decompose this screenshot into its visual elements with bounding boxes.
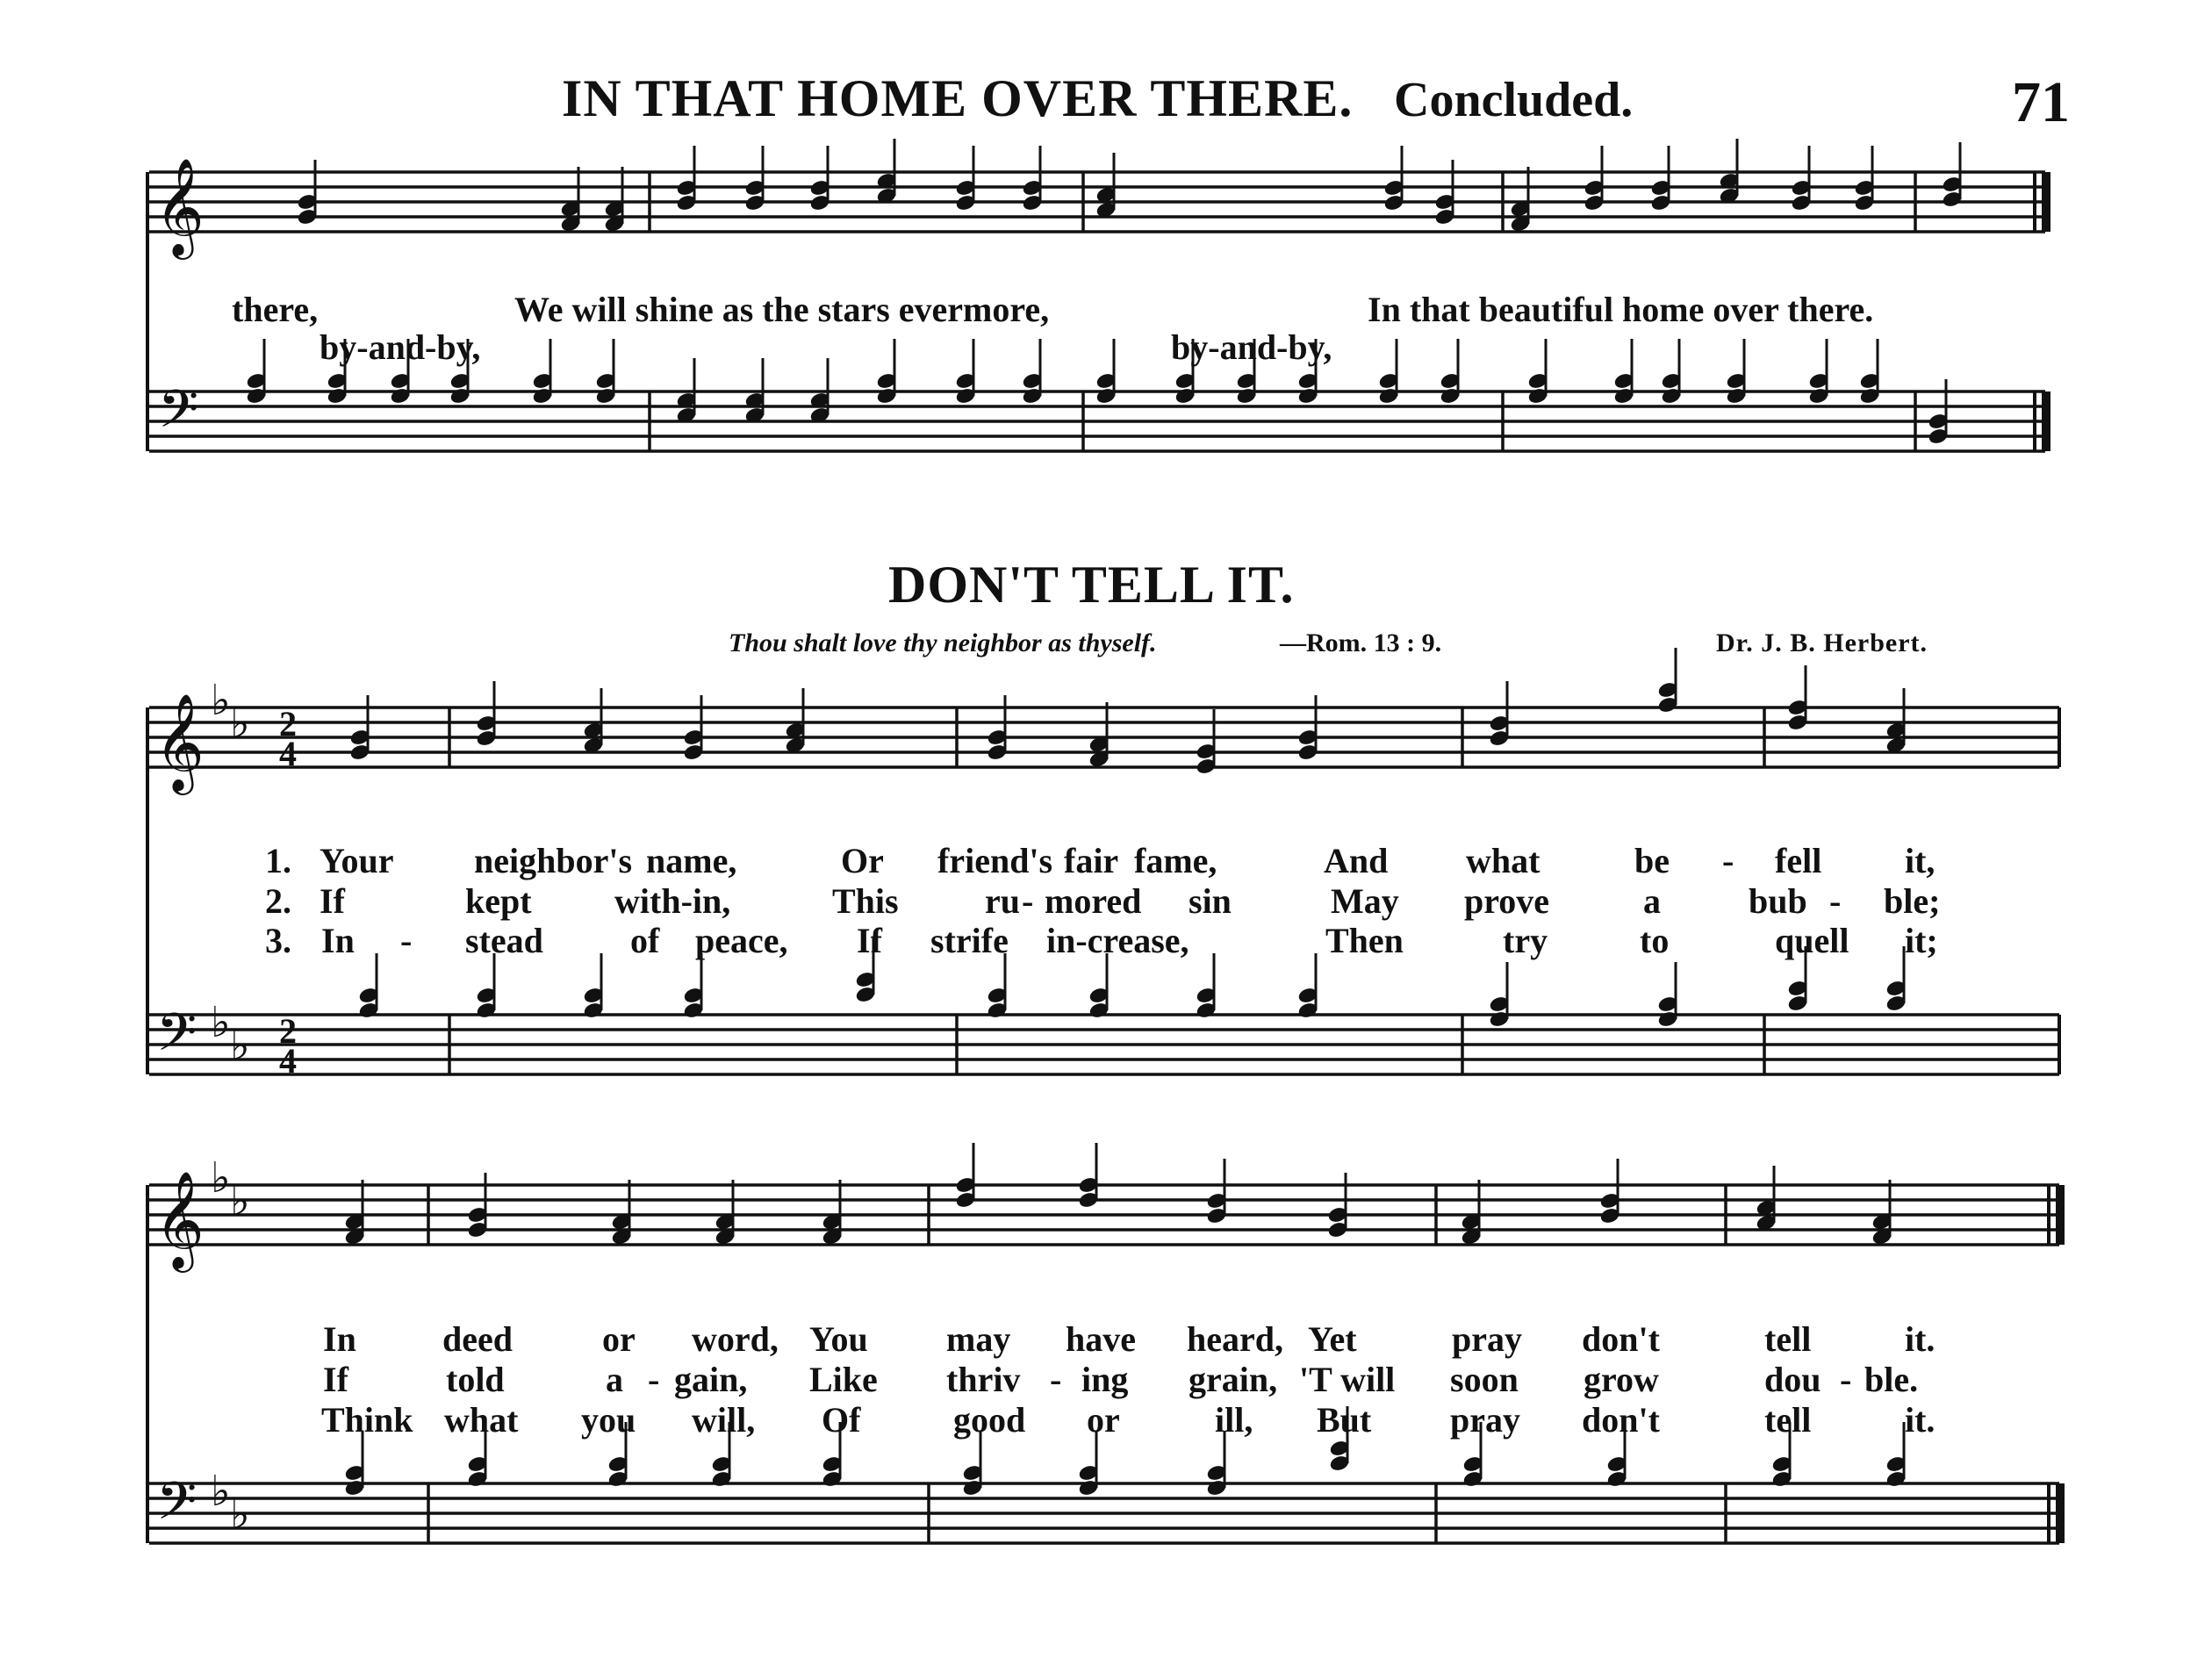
hymn1-lyric: We will shine as the stars evermore, xyxy=(514,290,1050,329)
final-barline xyxy=(2056,1185,2065,1245)
verse-2-word: dou xyxy=(1764,1360,1821,1399)
verse-1-word: name, xyxy=(646,841,737,880)
verse-1-word: it, xyxy=(1905,841,1936,880)
verse-3-word: pray xyxy=(1450,1400,1520,1440)
hymn1-lyric: there, xyxy=(232,290,319,329)
bass-staff xyxy=(149,1015,2059,1074)
verse-1-word: it. xyxy=(1905,1319,1936,1359)
verse-1-word: - xyxy=(1722,841,1734,880)
verse-2-word: ing xyxy=(1081,1360,1129,1399)
verse-3-word: you xyxy=(581,1400,636,1440)
verse-1-word: fell xyxy=(1775,841,1822,880)
flat-icon: ♭ xyxy=(211,998,231,1047)
verse-1-word: have xyxy=(1066,1319,1136,1359)
bass-staff xyxy=(149,1483,2059,1543)
hymn1-title: IN THAT HOME OVER THERE. xyxy=(562,69,1354,127)
verse-1-word: And xyxy=(1324,841,1389,880)
treble-staff xyxy=(149,172,2045,232)
verse-1-word: or xyxy=(602,1319,636,1359)
verse-3-word: tell xyxy=(1764,1400,1812,1440)
verse-2-word: - xyxy=(1022,881,1034,921)
verse-1-word: fame, xyxy=(1134,841,1217,880)
verse-3-word: of xyxy=(630,921,660,960)
verse-2-word: a xyxy=(1643,881,1661,921)
time-signature: 4 xyxy=(279,1041,297,1081)
verse-2-word: grain, xyxy=(1189,1360,1278,1399)
page-number: 71 xyxy=(2012,70,2070,134)
verse-2-word: - xyxy=(648,1360,660,1399)
verse-1-word: 1. xyxy=(265,841,291,880)
flat-icon: ♭ xyxy=(211,1467,231,1516)
hymn1-lyric: In that beautiful home over there. xyxy=(1368,290,1874,329)
time-signature: 2 xyxy=(279,704,297,743)
treble-clef-icon: 𝄞 xyxy=(154,693,205,791)
verse-3-word: stead xyxy=(465,921,543,960)
verse-1-word: You xyxy=(809,1319,868,1359)
flat-icon: ♭ xyxy=(230,1490,250,1539)
verse-2-word: thriv xyxy=(946,1360,1021,1399)
flat-icon: ♭ xyxy=(230,699,250,748)
verse-2-word: gain, xyxy=(674,1360,748,1399)
verse-3-word: don't xyxy=(1582,1400,1660,1440)
hymn2-composer: Dr. J. B. Herbert. xyxy=(1716,628,1928,657)
flat-icon: ♭ xyxy=(230,1176,250,1225)
verse-2-word: bub xyxy=(1749,881,1807,921)
verse-2-word: ru xyxy=(985,881,1020,921)
bass-clef-icon: 𝄢 xyxy=(158,378,199,452)
verse-3-word: what xyxy=(444,1400,519,1440)
verse-1-word: Your xyxy=(320,841,394,880)
flat-icon: ♭ xyxy=(211,1153,231,1203)
verse-3-word: In xyxy=(321,921,355,960)
verse-1-word: what xyxy=(1466,841,1540,880)
verse-1-word: may xyxy=(946,1319,1011,1359)
verse-2-word: ble. xyxy=(1864,1360,1919,1399)
verse-2-word: May xyxy=(1331,881,1399,921)
verse-2-word: soon xyxy=(1450,1360,1519,1399)
verse-2-word: 'T will xyxy=(1299,1360,1396,1399)
verse-2-word: - xyxy=(1050,1360,1062,1399)
verse-3-word: or xyxy=(1087,1400,1120,1440)
verse-1-word: pray xyxy=(1452,1319,1522,1359)
final-barline xyxy=(2042,172,2050,232)
verse-3-word: in-crease, xyxy=(1046,921,1189,960)
verse-2-word: 2. xyxy=(265,881,291,921)
verse-3-word: peace, xyxy=(695,921,788,960)
flat-icon: ♭ xyxy=(230,1021,250,1070)
verse-3-word: ill, xyxy=(1215,1400,1253,1440)
verse-2-word: told xyxy=(446,1360,505,1399)
bass-staff xyxy=(149,391,2045,451)
verse-2-word: If xyxy=(323,1360,348,1399)
verse-3-word: it. xyxy=(1905,1400,1936,1440)
time-signature: 4 xyxy=(279,734,297,773)
verse-1-word: don't xyxy=(1582,1319,1660,1359)
verse-2-word: mored xyxy=(1045,881,1142,921)
verse-2-word: - xyxy=(1840,1360,1852,1399)
verse-2-word: sin xyxy=(1189,881,1232,921)
verse-2-word: Like xyxy=(809,1360,878,1399)
notes xyxy=(246,139,1963,1497)
bass-clef-icon: 𝄢 xyxy=(156,1002,198,1075)
verse-3-word: Then xyxy=(1325,921,1404,960)
verse-3-word: Think xyxy=(321,1400,413,1440)
verse-3-word: strife xyxy=(930,921,1009,960)
verse-3-word: 3. xyxy=(265,921,291,960)
verse-3-word: will, xyxy=(692,1400,756,1440)
verse-3-word: But xyxy=(1317,1400,1372,1440)
verse-2-word: This xyxy=(832,881,899,921)
verse-3-word: try xyxy=(1503,921,1548,960)
flat-icon: ♭ xyxy=(211,676,231,725)
verse-3-word: quell xyxy=(1775,921,1849,960)
hymn2-epigraph: Thou shalt love thy neighbor as thyself. xyxy=(729,628,1157,657)
hymn2-title: DON'T TELL IT. xyxy=(888,556,1295,614)
hymn1-subtitle: Concluded. xyxy=(1394,73,1634,127)
verse-2-word: kept xyxy=(465,881,532,921)
verse-1-word: In xyxy=(323,1319,356,1359)
bass-clef-icon: 𝄢 xyxy=(156,1470,198,1544)
final-barline xyxy=(2042,391,2050,451)
hymn2-reference: —Rom. 13 : 9. xyxy=(1280,628,1442,657)
treble-clef-icon: 𝄞 xyxy=(154,1170,205,1268)
verse-2-word: - xyxy=(1829,881,1842,921)
verse-1-word: heard, xyxy=(1187,1319,1283,1359)
hymn1-lyric: by-and-by, xyxy=(1171,327,1332,367)
verse-2-word: a xyxy=(606,1360,623,1399)
verse-3-word: it; xyxy=(1905,921,1938,960)
verse-1-word: tell xyxy=(1764,1319,1812,1359)
verse-1-word: Or xyxy=(841,841,884,880)
verse-2-word: prove xyxy=(1464,881,1550,921)
verse-2-word: grow xyxy=(1584,1360,1659,1399)
verse-3-word: good xyxy=(953,1400,1026,1440)
verse-2-word: ble; xyxy=(1884,881,1941,921)
verse-1-word: deed xyxy=(442,1319,513,1359)
verse-3-word: Of xyxy=(822,1400,861,1440)
verse-3-word: If xyxy=(857,921,882,960)
verse-3-word: - xyxy=(400,921,413,960)
treble-clef-icon: 𝄞 xyxy=(154,157,205,255)
hymn1-lyric: by-and-by, xyxy=(320,327,481,367)
verse-1-word: friend's xyxy=(937,841,1053,880)
final-barline xyxy=(2056,1483,2065,1543)
verse-1-word: neighbor's xyxy=(474,841,633,880)
verse-1-word: word, xyxy=(692,1319,779,1359)
verse-1-word: fair xyxy=(1064,841,1119,880)
verse-2-word: with-in, xyxy=(614,881,731,921)
time-signature: 2 xyxy=(279,1011,297,1051)
verse-2-word: If xyxy=(320,881,345,921)
verse-1-word: Yet xyxy=(1308,1319,1357,1359)
verse-3-word: to xyxy=(1640,921,1670,960)
verse-1-word: be xyxy=(1634,841,1670,880)
